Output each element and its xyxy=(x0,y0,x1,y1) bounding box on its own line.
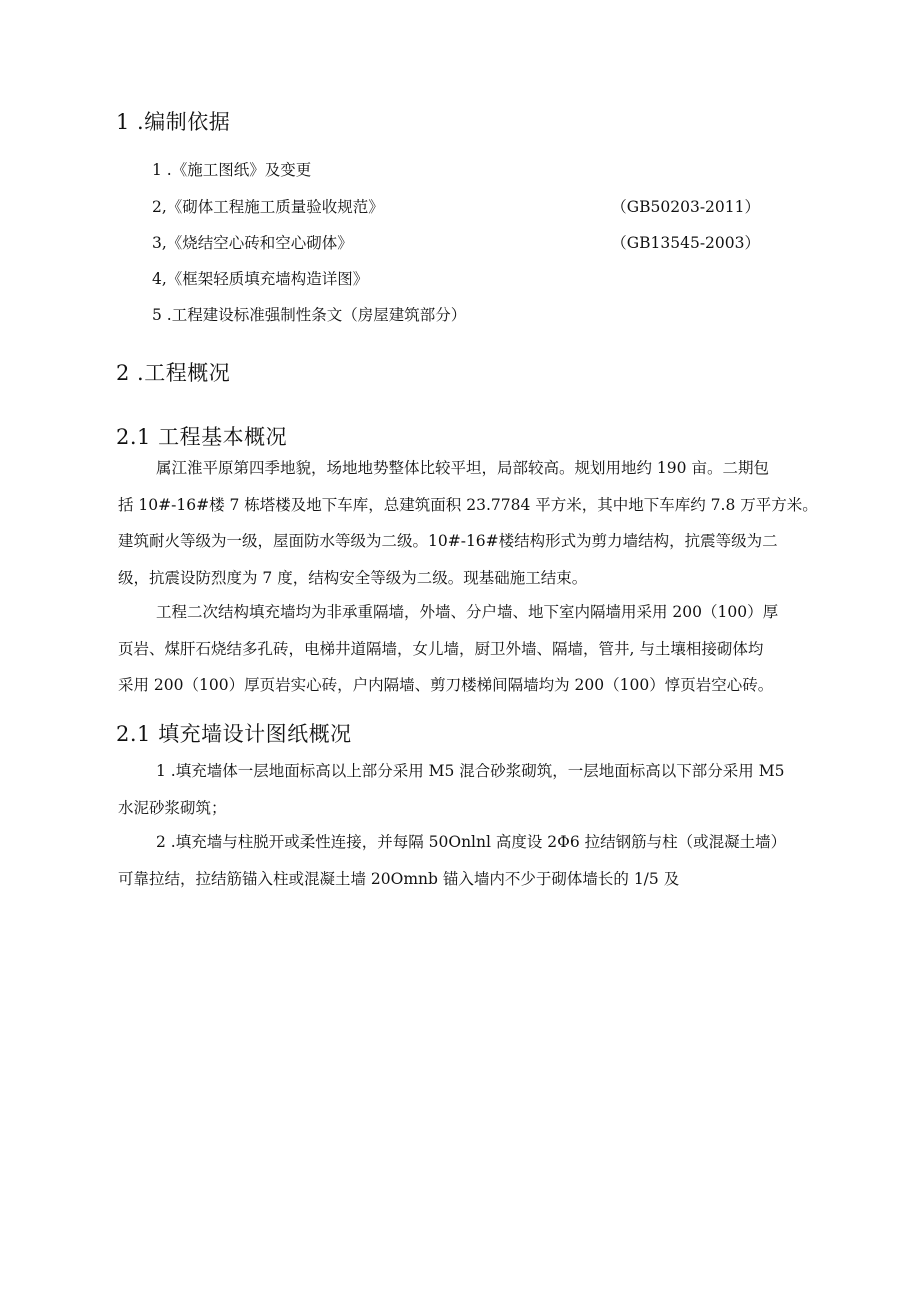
reference-item: 4,《框架轻质填充墙构造详图》 xyxy=(152,270,369,288)
paragraph-line: 2 .填充墙与柱脱开或柔性连接，并每隔 50Onlnl 高度设 2Φ6 拉结钢筋与柱（或混凝土墙） xyxy=(156,833,787,851)
section-heading-basis: 1 .编制依据 xyxy=(116,110,231,134)
paragraph-line: 括 10#-16#楼 7 栋塔楼及地下车库，总建筑面积 23.7784 平方米，其中地下车库约 7.8 万平方米。 xyxy=(118,495,818,514)
subsection-heading-design: 2.1 填充墙设计图纸概况 xyxy=(116,722,352,746)
reference-item: 2,《砌体工程施工质量验收规范》 xyxy=(152,198,384,216)
paragraph-line: 级，抗震设防烈度为 7 度，结构安全等级为二级。现基础施工结束。 xyxy=(118,568,588,587)
paragraph-line: 可靠拉结，拉结筋锚入柱或混凝土墙 20Omnb 锚入墙内不少于砌体墙长的 1/5 及 xyxy=(118,869,680,888)
paragraph-line: 建筑耐火等级为一级，屋面防水等级为二级。10#-16#楼结构形式为剪力墙结构，抗震等级为二 xyxy=(118,532,778,550)
paragraph-tie-bars xyxy=(118,824,833,897)
subsection-heading-basic: 2.1 工程基本概况 xyxy=(116,425,288,449)
reference-standard-code: （GB50203-2011） xyxy=(611,198,760,216)
paragraph-line: 水泥砂浆砌筑； xyxy=(118,798,227,817)
paragraph-mortar xyxy=(118,753,833,826)
reference-item: 1 .《施工图纸》及变更 xyxy=(152,161,312,179)
paragraph-line: 1 .填充墙体一层地面标高以上部分采用 M5 混合砂浆砌筑，一层地面标高以下部分采用 M5 xyxy=(156,762,785,780)
reference-item: 5 .工程建设标准强制性条文（房屋建筑部分） xyxy=(152,306,467,324)
paragraph-line: 工程二次结构填充墙均为非承重隔墙，外墙、分户墙、地下室内隔墙用采用 200（100）厚 xyxy=(156,603,779,621)
paragraph-infill-walls xyxy=(118,594,833,704)
paragraph-line: 页岩、煤肝石烧结多孔砖，电梯井道隔墙，女儿墙，厨卫外墙、隔墙，管井, 与土壤相接砌体均 xyxy=(118,639,764,658)
section-heading-overview: 2 .工程概况 xyxy=(116,361,231,385)
paragraph-line: 属江淮平原第四季地貌，场地地势整体比较平坦，局部较高。规划用地约 190 亩。二期包 xyxy=(156,459,769,477)
paragraph-basic-overview xyxy=(118,450,833,596)
reference-item: 3,《烧结空心砖和空心砌体》 xyxy=(152,234,353,252)
paragraph-line: 采用 200（100）厚页岩实心砖，户内隔墙、剪刀楼梯间隔墙均为 200（100）惇页岩空心砖。 xyxy=(118,676,774,694)
reference-standard-code: （GB13545-2003） xyxy=(611,234,760,252)
